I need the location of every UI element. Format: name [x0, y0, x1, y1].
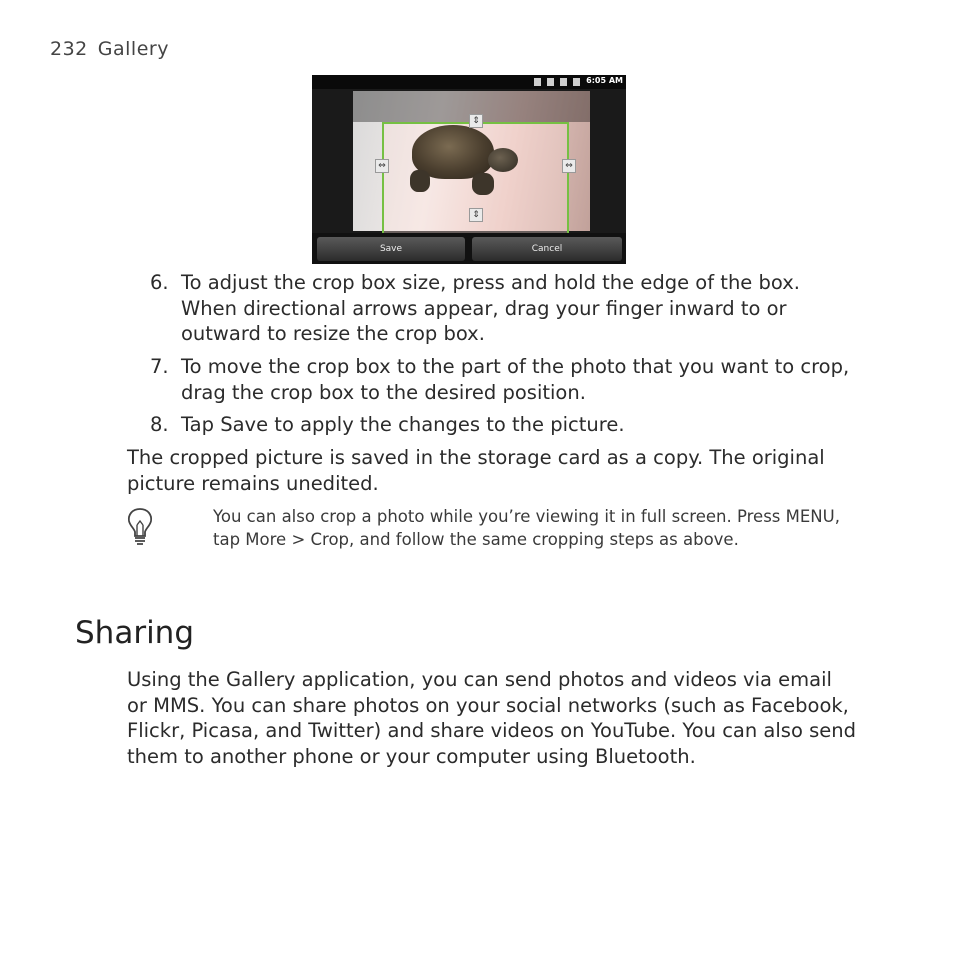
step-text: To move the crop box to the part of the photo that you want to crop, drag the crop box to the desired position.: [181, 355, 850, 404]
status-icons: [534, 78, 580, 86]
status-clock: 6:05 AM: [586, 76, 623, 85]
section-title: Gallery: [97, 38, 169, 60]
step-8: [150, 412, 850, 438]
step-text: To adjust the crop box size, press and hold the edge of the box. When directional arrows appear, drag your finger inward to or outward to resize the crop box.: [181, 271, 800, 345]
ui-term-save: Save: [220, 413, 269, 436]
save-button[interactable]: Save: [317, 237, 465, 261]
sharing-paragraph: Using the Gallery application, you can send photos and videos via email or MMS. You can share photos on your social networks (such as Facebook, Flickr, Picasa, and Twitter) and share videos on YouTube. You can also send them to another phone or your computer using Bluetooth.: [127, 668, 856, 768]
crop-handle-left[interactable]: ⇔: [375, 159, 389, 173]
result-paragraph: The cropped picture is saved in the storage card as a copy. The original picture remains unedited.: [127, 446, 825, 495]
page-header: [50, 38, 179, 60]
volume-icon: [534, 78, 541, 86]
step-number: 6.: [150, 271, 169, 294]
crop-button-bar: [312, 233, 626, 264]
turtle-leg: [472, 173, 494, 195]
step-text-after: to apply the changes to the picture.: [268, 413, 625, 436]
turtle-leg: [410, 170, 430, 192]
step-text-before: Tap: [181, 413, 221, 436]
crop-handle-bottom[interactable]: ⇕: [469, 208, 483, 222]
lightbulb-icon: [127, 507, 153, 547]
data-icon: [547, 78, 554, 86]
battery-icon: [573, 78, 580, 86]
tip-text: You can also crop a photo while you’re viewing it in full screen. Press MENU, tap More > Crop, and follow the same cropping steps as above.: [213, 507, 840, 549]
signal-icon: [560, 78, 567, 86]
section-heading-sharing: Sharing: [75, 615, 195, 651]
crop-handle-right[interactable]: ⇔: [562, 159, 576, 173]
turtle-head: [488, 148, 518, 172]
crop-screenshot: [312, 75, 626, 264]
step-text: [181, 412, 850, 438]
status-bar: [312, 75, 626, 89]
page-number: 232: [50, 38, 88, 60]
step-number: 8.: [150, 413, 169, 436]
crop-handle-top[interactable]: ⇕: [469, 114, 483, 128]
step-7: [150, 354, 850, 405]
step-6: [150, 270, 850, 347]
step-number: 7.: [150, 355, 169, 378]
cancel-button[interactable]: Cancel: [472, 237, 622, 261]
